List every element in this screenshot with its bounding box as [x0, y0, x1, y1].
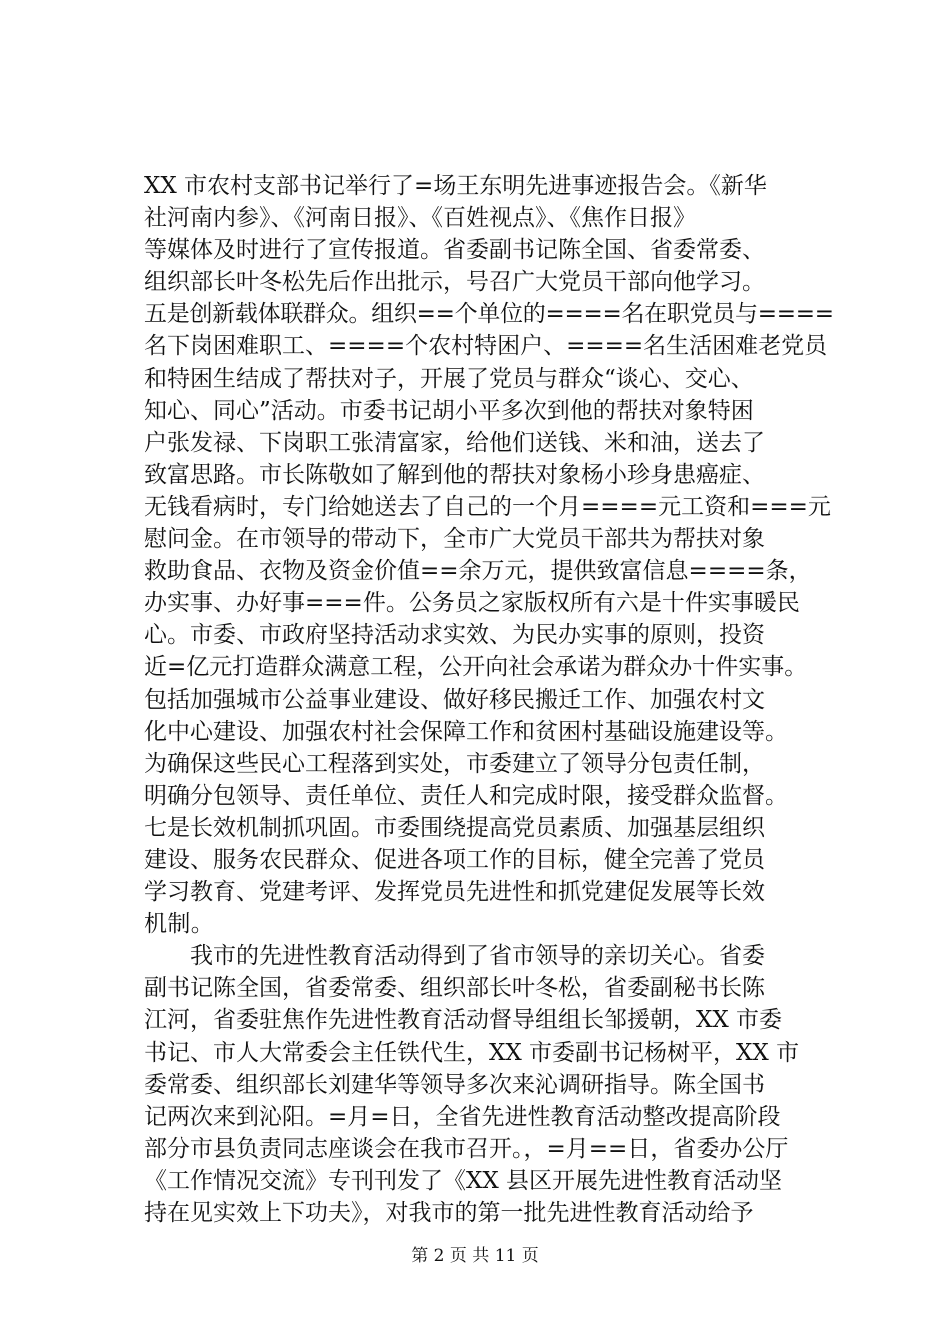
text-line: 委常委、组织部长刘建华等领导多次来沁调研指导。陈全国书 [144, 1071, 765, 1098]
text-line: 学习教育、党建考评、发挥党员先进性和抓党建促发展等长效 [144, 879, 765, 906]
text-line: 记两次来到沁阳。=月=日，全省先进性教育活动整改提高阶段 [144, 1103, 781, 1130]
text-line: XX 市农村支部书记举行了=场王东明先进事迹报告会。《新华 [144, 173, 767, 199]
text-line: 慰问金。在市领导的带动下，全市广大党员干部共为帮扶对象 [144, 526, 765, 553]
text-line: 和特困生结成了帮扶对子，开展了党员与群众“谈心、交心、 [144, 365, 754, 392]
text-line: 心。市委、市政府坚持活动求实效、为民办实事的原则，投资 [144, 622, 765, 649]
text-line: 七是长效机制抓巩固。市委围绕提高党员素质、加强基层组织 [144, 814, 765, 841]
text-line: 五是创新载体联群众。组织==个单位的====名在职党员与==== [144, 301, 834, 328]
text-line: 办实事、办好事===件。公务员之家版权所有六是十件实事暖民 [144, 590, 800, 617]
text-line: 副书记陈全国，省委常委、组织部长叶冬松，省委副秘书长陈 [144, 975, 765, 1002]
text-line: 包括加强城市公益事业建设、做好移民搬迁工作、加强农村文 [144, 686, 765, 713]
text-line: 为确保这些民心工程落到实处，市委建立了领导分包责任制， [144, 750, 765, 777]
text-line: 名下岗困难职工、====个农村特困户、====名生活困难老党员 [144, 333, 828, 360]
page-footer: 第 2 页 共 11 页 [411, 1246, 539, 1266]
text-line: 化中心建设、加强农村社会保障工作和贫困村基础设施建设等。 [144, 718, 788, 745]
text-line: 致富思路。市长陈敬如了解到他的帮扶对象杨小珍身患癌症、 [144, 461, 765, 488]
text-line: 部分市县负责同志座谈会在我市召开。，=月==日，省委办公厅 [144, 1135, 789, 1162]
text-line: 社河南内参》、《河南日报》、《百姓视点》、《焦作日报》 [144, 205, 696, 232]
text-line: 我市的先进性教育活动得到了省市领导的亲切关心。省委 [144, 943, 765, 970]
text-line: 建设、服务农民群众、促进各项工作的目标，健全完善了党员 [144, 846, 765, 873]
text-line: 户张发禄、下岗职工张清富家，给他们送钱、米和油，送去了 [144, 429, 765, 456]
text-line: 机制。 [144, 911, 215, 938]
text-line: 知心、同心”活动。市委书记胡小平多次到他的帮扶对象特困 [144, 397, 754, 424]
text-line: 近=亿元打造群众满意工程，公开向社会承诺为群众办十件实事。 [144, 654, 808, 681]
text-line: 《工作情况交流》专刊刊发了《XX 县区开展先进性教育活动坚 [144, 1167, 783, 1194]
text-line: 江河，省委驻焦作先进性教育活动督导组组长邹援朝，XX 市委 [144, 1007, 783, 1034]
text-line: 救助食品、衣物及资金价值==余万元，提供致富信息====条， [144, 558, 812, 585]
text-line: 无钱看病时，专门给她送去了自己的一个月====元工资和===元 [144, 493, 831, 520]
text-line: 组织部长叶冬松先后作出批示，号召广大党员干部向他学习。 [144, 269, 765, 296]
text-line: 明确分包领导、责任单位、责任人和完成时限，接受群众监督。 [144, 782, 788, 809]
body-text [144, 170, 834, 1229]
text-line: 等媒体及时进行了宣传报道。省委副书记陈全国、省委常委、 [144, 237, 765, 264]
text-line: 持在见实效上下功夫》，对我市的第一批先进性教育活动给予 [144, 1200, 754, 1226]
text-line: 书记、市人大常委会主任铁代生，XX 市委副书记杨树平，XX 市 [144, 1039, 800, 1066]
